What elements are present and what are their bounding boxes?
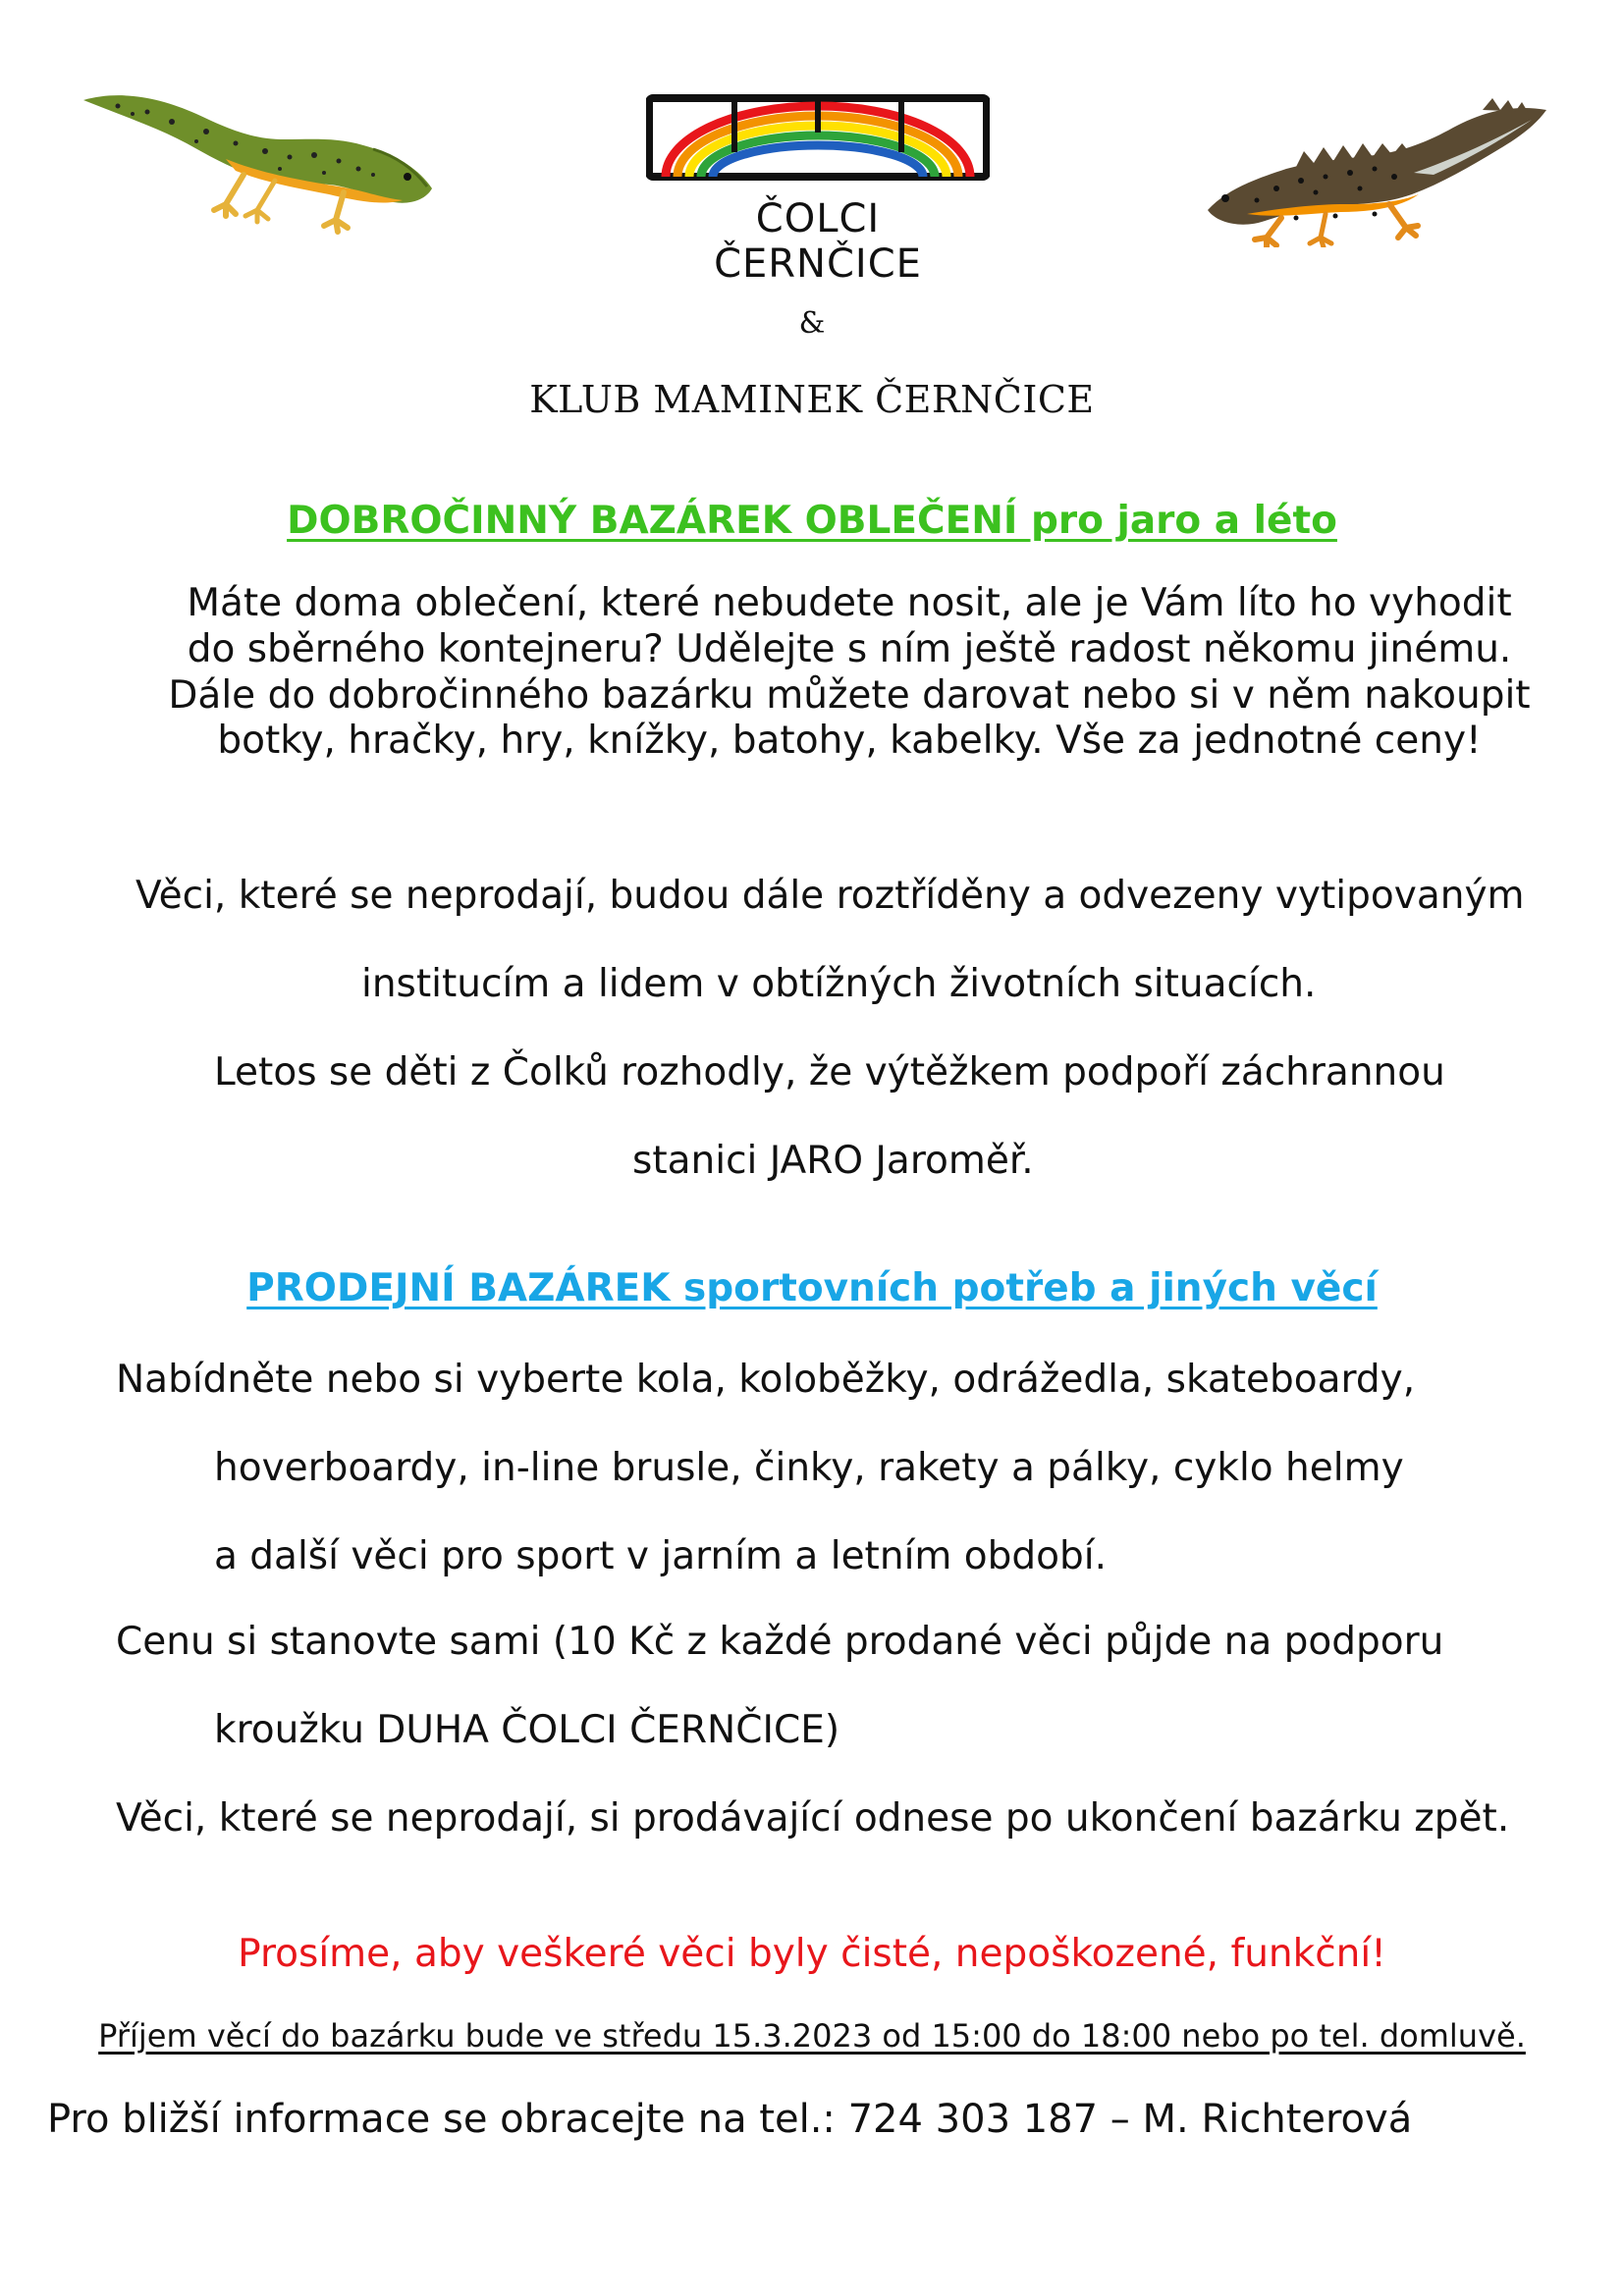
charity-bazaar-heading: DOBROČINNÝ BAZÁREK OBLEČENÍ pro jaro a léto bbox=[287, 499, 1337, 543]
duha-logo bbox=[646, 93, 990, 182]
charity-bazaar-paragraph bbox=[137, 581, 1561, 765]
charity-line: stanici JARO Jaroměř. bbox=[632, 1139, 1034, 1183]
contact-line: Pro bližší informace se obracejte na tel.: 724 303 187 – M. Richterová bbox=[47, 2097, 1413, 2142]
paragraph-line: do sběrného kontejneru? Udělejte s ním ještě radost někomu jinému. bbox=[187, 626, 1512, 671]
newt-illustration bbox=[79, 79, 442, 236]
charity-line: institucím a lidem v obtížných životních situacích. bbox=[361, 962, 1317, 1006]
ampersand: & bbox=[798, 306, 826, 341]
logo-subtitle: ČOLCI ČERNČICE bbox=[714, 196, 922, 287]
paragraph-line: Dále do dobročinného bazárku můžete darovat nebo si v něm nakoupit bbox=[168, 672, 1531, 718]
charity-line: Věci, které se neprodají, budou dále roztříděny a odvezeny vytipovaným bbox=[135, 874, 1525, 918]
club-name: KLUB MAMINEK ČERNČICE bbox=[529, 378, 1095, 421]
rainbow-logo-mark bbox=[646, 93, 990, 182]
sales-bazaar-heading: PRODEJNÍ BAZÁREK sportovních potřeb a jiných věcí bbox=[246, 1266, 1378, 1310]
sales-line: a další věci pro sport v jarním a letním období. bbox=[214, 1534, 1108, 1578]
sales-line: Nabídněte nebo si vyberte kola, koloběžky, odrážedla, skateboardy, bbox=[116, 1358, 1416, 1402]
sales-line: Věci, které se neprodají, si prodávající odnese po ukončení bazárku zpět. bbox=[116, 1796, 1510, 1841]
intake-date-line: Příjem věcí do bazárku bude ve středu 15.3.2023 od 15:00 do 18:00 nebo po tel. domluvě. bbox=[98, 2017, 1526, 2055]
sales-line: hoverboardy, in-line brusle, činky, rakety a pálky, cyklo helmy bbox=[214, 1446, 1404, 1490]
paragraph-line: botky, hračky, hry, knížky, batohy, kabelky. Vše za jednotné ceny! bbox=[217, 719, 1482, 764]
paragraph-line: Máte doma oblečení, které nebudete nosit, ale je Vám líto ho vyhodit bbox=[187, 581, 1512, 625]
cleanliness-notice: Prosíme, aby veškeré věci byly čisté, nepoškozené, funkční! bbox=[238, 1932, 1386, 1976]
sales-line: kroužku DUHA ČOLCI ČERNČICE) bbox=[214, 1708, 840, 1752]
charity-line: Letos se děti z Čolků rozhodly, že výtěžkem podpoří záchrannou bbox=[214, 1050, 1445, 1095]
sales-line: Cenu si stanovte sami (10 Kč z každé prodané věci půjde na podporu bbox=[116, 1620, 1444, 1664]
crested-newt-illustration bbox=[1188, 90, 1551, 247]
